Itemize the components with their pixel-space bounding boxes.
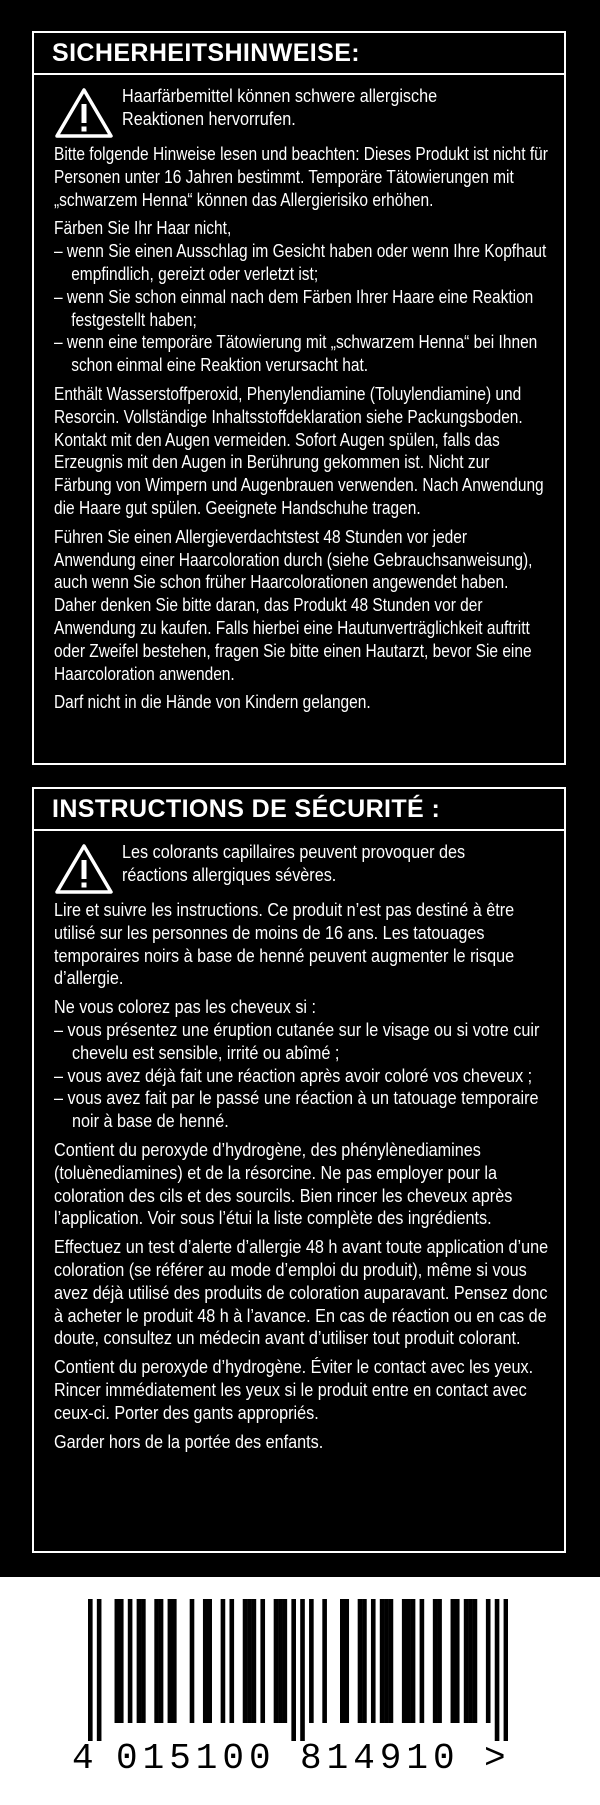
german-warning (54, 85, 550, 139)
german-safety-box (32, 31, 566, 765)
list-item: – vous avez déjà fait une réaction après avoir coloré vos cheveux ; (54, 1065, 549, 1088)
barcode-bar (380, 1599, 385, 1723)
barcode-bar (229, 1599, 234, 1723)
barcode-bar (243, 1599, 248, 1723)
list-item: – wenn eine temporäre Tätowierung mit „schwarzem Henna“ bei Ihnen schon einmal eine Reaktion verursacht hat. (54, 331, 549, 377)
german-paragraph-3: Führen Sie einen Allergieverdachtstest 48 Stunden vor jeder Anwendung einer Haarcoloration durch (siehe Gebrauchsanweisung), auch wenn Sie schon früher Haarcolorationen angewendet haben. Daher denken Sie bitte daran, das Produkt 48 Stunden vor der Anwendung zu kaufen. Falls hierbei eine Hautunverträglichkeit auftritt oder Zweifel bestehen, fragen Sie bitte einen Hautarzt, bevor Sie eine Haarcoloration anwenden. (54, 526, 533, 684)
french-warning (54, 841, 550, 895)
barcode-bar (221, 1599, 226, 1723)
barcode-bar (411, 1599, 416, 1723)
barcode-bar (406, 1599, 411, 1723)
barcode-bar (358, 1599, 363, 1723)
french-paragraph-4: Contient du peroxyde d’hydrogène. Éviter le contact avec les yeux. Rincer immédiatement les yeux si le produit entre en contact avec ceux-ci. Porter des gants appropriés. (54, 1357, 534, 1423)
list-item: – wenn Sie einen Ausschlag im Gesicht haben oder wenn Ihre Kopfhaut empfindlich, gereizt oder verletzt ist; (54, 240, 549, 286)
barcode-bar (344, 1599, 349, 1723)
german-list (54, 240, 549, 377)
barcode-bar (384, 1599, 389, 1723)
french-paragraph-1: Lire et suivre les instructions. Ce produit n’est pas destiné à être utilisé sur les personnes de moins de 16 ans. Les tatouages temporaires noirs à base de henné peuvent augmenter le risque d’allergie. (54, 900, 515, 989)
barcode-bar (486, 1599, 491, 1723)
barcode-bar (468, 1599, 473, 1723)
barcode-bar (340, 1599, 345, 1723)
barcode-bar (455, 1599, 460, 1723)
barcode-guard-bar (88, 1599, 93, 1741)
barcode-bar (260, 1599, 265, 1723)
barcode-guard-bar (97, 1599, 102, 1741)
ean13-barcode (88, 1599, 508, 1741)
barcode-left-digits: 015100 (116, 1738, 276, 1779)
german-heading: SICHERHEITSHINWEISE: (34, 33, 564, 75)
german-paragraph-2: Enthält Wasserstoffperoxid, Phenylendiamine (Toluylendiamine) und Resorcin. Vollständige Inhaltsstoffdeklaration siehe Packungsboden. Kontakt mit den Augen vermeiden. Sofort Augen spülen, falls das Erzeugnis mit den Augen in Berührung gekommen ist. Nicht zur Färbung von Wimpern und Augenbrauen verwenden. Nach Anwendung die Haare gut spülen. Geeignete Handschuhe tragen. (54, 383, 544, 518)
barcode-bar (274, 1599, 279, 1723)
barcode-bar (433, 1599, 438, 1723)
french-heading: INSTRUCTIONS DE SÉCURITÉ : (34, 789, 564, 831)
barcode-guard-bar (504, 1599, 508, 1741)
barcode-bar (371, 1599, 376, 1723)
barcode-first-digit: 4 (72, 1738, 94, 1779)
barcode-bar (309, 1599, 314, 1723)
barcode-bar (402, 1599, 407, 1723)
french-list-intro: Ne vous colorez pas les cheveux si : (54, 997, 317, 1018)
barcode-bar (252, 1599, 257, 1723)
french-safety-box (32, 787, 566, 1553)
barcode-bar (154, 1599, 159, 1723)
barcode-guard-bar (300, 1599, 305, 1741)
list-item: – wenn Sie schon einmal nach dem Färben Ihrer Haare eine Reaktion festgestellt haben; (54, 286, 549, 332)
warning-triangle-icon (54, 87, 114, 139)
german-list-intro: Färben Sie Ihr Haar nicht, (54, 218, 232, 239)
barcode-bar (278, 1599, 283, 1723)
french-paragraph-5: Garder hors de la portée des enfants. (54, 1431, 324, 1452)
french-warning-text: Les colorants capillaires peuvent provoquer des réactions allergiques sévères. (122, 842, 466, 885)
barcode-bar (141, 1599, 146, 1723)
barcode-bar (420, 1599, 425, 1723)
german-paragraph-1: Bitte folgende Hinweise lesen und beachten: Dieses Produkt ist nicht für Personen unter 16 Jahren bestimmt. Temporäre Tätowierungen mit „schwarzem Henna“ können das Allergierisiko erhöhen. (54, 144, 548, 210)
barcode-bar (362, 1599, 367, 1723)
barcode-bar (437, 1599, 442, 1723)
german-warning-text: Haarfärbemittel können schwere allergische Reaktionen hervorrufen. (122, 86, 438, 129)
barcode-bar (159, 1599, 164, 1723)
french-paragraph-2: Contient du peroxyde d’hydrogène, des phénylènediamines (toluènediamines) et de la résorcine. Ne pas employer pour la coloration des cils et des sourcils. Bien rincer les cheveux après l’application. Voir sous l’étui la liste complète des ingrédients. (54, 1139, 513, 1229)
barcode-bar (190, 1599, 195, 1723)
barcode-bar (464, 1599, 469, 1723)
barcode-bar (203, 1599, 208, 1723)
barcode-bar (119, 1599, 124, 1723)
list-item: – vous présentez une éruption cutanée sur le visage ou si votre cuir chevelu est sensible, irrité ou abîmé ; (54, 1019, 549, 1065)
barcode-bar (322, 1599, 327, 1723)
barcode-quiet-zone-mark: > (484, 1738, 506, 1779)
barcode-right-digits: 814910 (300, 1738, 460, 1779)
list-item: – vous avez fait par le passé une réaction à un tatouage temporaire noir à base de henné. (54, 1087, 549, 1133)
barcode-bar (473, 1599, 478, 1723)
barcode-bar (207, 1599, 212, 1723)
barcode-bar (115, 1599, 120, 1723)
barcode-bar (283, 1599, 288, 1723)
barcode-guard-bar (291, 1599, 296, 1741)
barcode-bar (137, 1599, 142, 1723)
barcode-bar (168, 1599, 173, 1723)
german-paragraph-4: Darf nicht in die Hände von Kindern gelangen. (54, 692, 371, 713)
barcode-bar (172, 1599, 177, 1723)
french-list (54, 1019, 549, 1133)
warning-triangle-icon (54, 843, 114, 895)
barcode-bar (128, 1599, 133, 1723)
barcode-bar (247, 1599, 252, 1723)
french-paragraph-3: Effectuez un test d’alerte d’allergie 48 h avant toute application d’une coloration (se référer au mode d’emploi du produit), même si vous avez déjà utilisé des produits de coloration auparavant. Pensez donc à acheter le produit 48 h à l’avance. En cas de réaction ou en cas de doute, consultez un médecin avant d’utiliser tout produit colorant. (54, 1237, 549, 1349)
barcode-bar (451, 1599, 456, 1723)
barcode-guard-bar (495, 1599, 500, 1741)
barcode-bar (389, 1599, 394, 1723)
